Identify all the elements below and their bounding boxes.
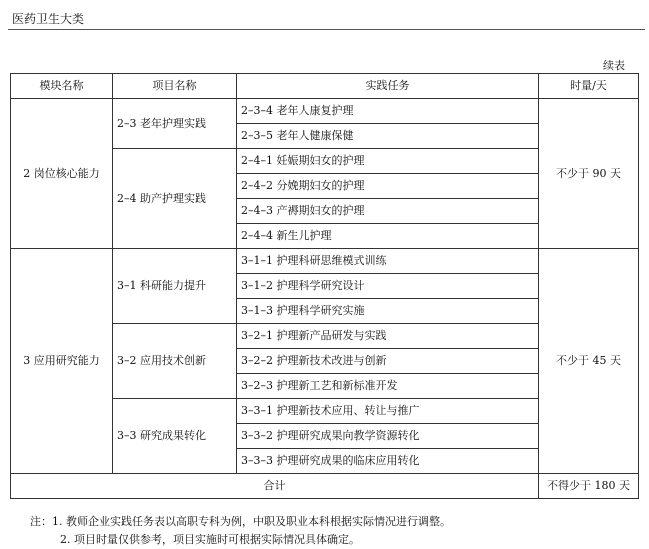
header-divider [8, 29, 645, 30]
practice-task-table [10, 73, 639, 499]
task-cell: 2–4–1 妊娠期妇女的护理 [237, 149, 539, 174]
table-row [11, 249, 639, 274]
continued-label: 续表 [603, 59, 625, 72]
task-cell: 3–3–1 护理新技术应用、转让与推广 [237, 399, 539, 424]
task-cell: 3–2–1 护理新产品研发与实践 [237, 324, 539, 349]
task-cell: 3–3–2 护理研究成果向教学资源转化 [237, 424, 539, 449]
module-name: 2 岗位核心能力 [11, 99, 113, 249]
module-time: 不少于 90 天 [539, 99, 639, 249]
total-label: 合计 [11, 474, 539, 499]
page-header-title: 医药卫生大类 [12, 12, 85, 26]
total-row [11, 474, 639, 499]
total-value: 不得少于 180 天 [539, 474, 639, 499]
module-time: 不少于 45 天 [539, 249, 639, 474]
task-cell: 2–4–2 分娩期妇女的护理 [237, 174, 539, 199]
task-cell: 2–3–5 老年人健康保健 [237, 124, 539, 149]
table-header-row [11, 74, 639, 99]
task-cell: 3–2–2 护理新技术改进与创新 [237, 349, 539, 374]
task-cell: 3–1–2 护理科学研究设计 [237, 274, 539, 299]
task-cell: 3–1–1 护理科研思维模式训练 [237, 249, 539, 274]
note-2: 2. 项目时量仅供参考，项目实施时可根据实际情况具体确定。 [60, 533, 360, 546]
header-task: 实践任务 [237, 74, 539, 99]
task-cell: 2–4–3 产褥期妇女的护理 [237, 199, 539, 224]
task-cell: 2–4–4 新生儿护理 [237, 224, 539, 249]
task-cell: 3–2–3 护理新工艺和新标准开发 [237, 374, 539, 399]
task-cell: 3–3–3 护理研究成果的临床应用转化 [237, 449, 539, 474]
table-notes [30, 513, 451, 549]
task-cell: 3–1–3 护理科学研究实施 [237, 299, 539, 324]
module-name: 3 应用研究能力 [11, 249, 113, 474]
project-name: 3–1 科研能力提升 [113, 249, 237, 324]
header-time: 时量/天 [539, 74, 639, 99]
header-project: 项目名称 [113, 74, 237, 99]
table-row [11, 99, 639, 124]
note-1: 注：1. 教师企业实践任务表以高职专科为例，中职及职业本科根据实际情况进行调整。 [30, 515, 451, 528]
project-name: 2–3 老年护理实践 [113, 99, 237, 149]
project-name: 3–2 应用技术创新 [113, 324, 237, 399]
project-name: 2–4 助产护理实践 [113, 149, 237, 249]
task-cell: 2–3–4 老年人康复护理 [237, 99, 539, 124]
project-name: 3–3 研究成果转化 [113, 399, 237, 474]
header-module: 模块名称 [11, 74, 113, 99]
